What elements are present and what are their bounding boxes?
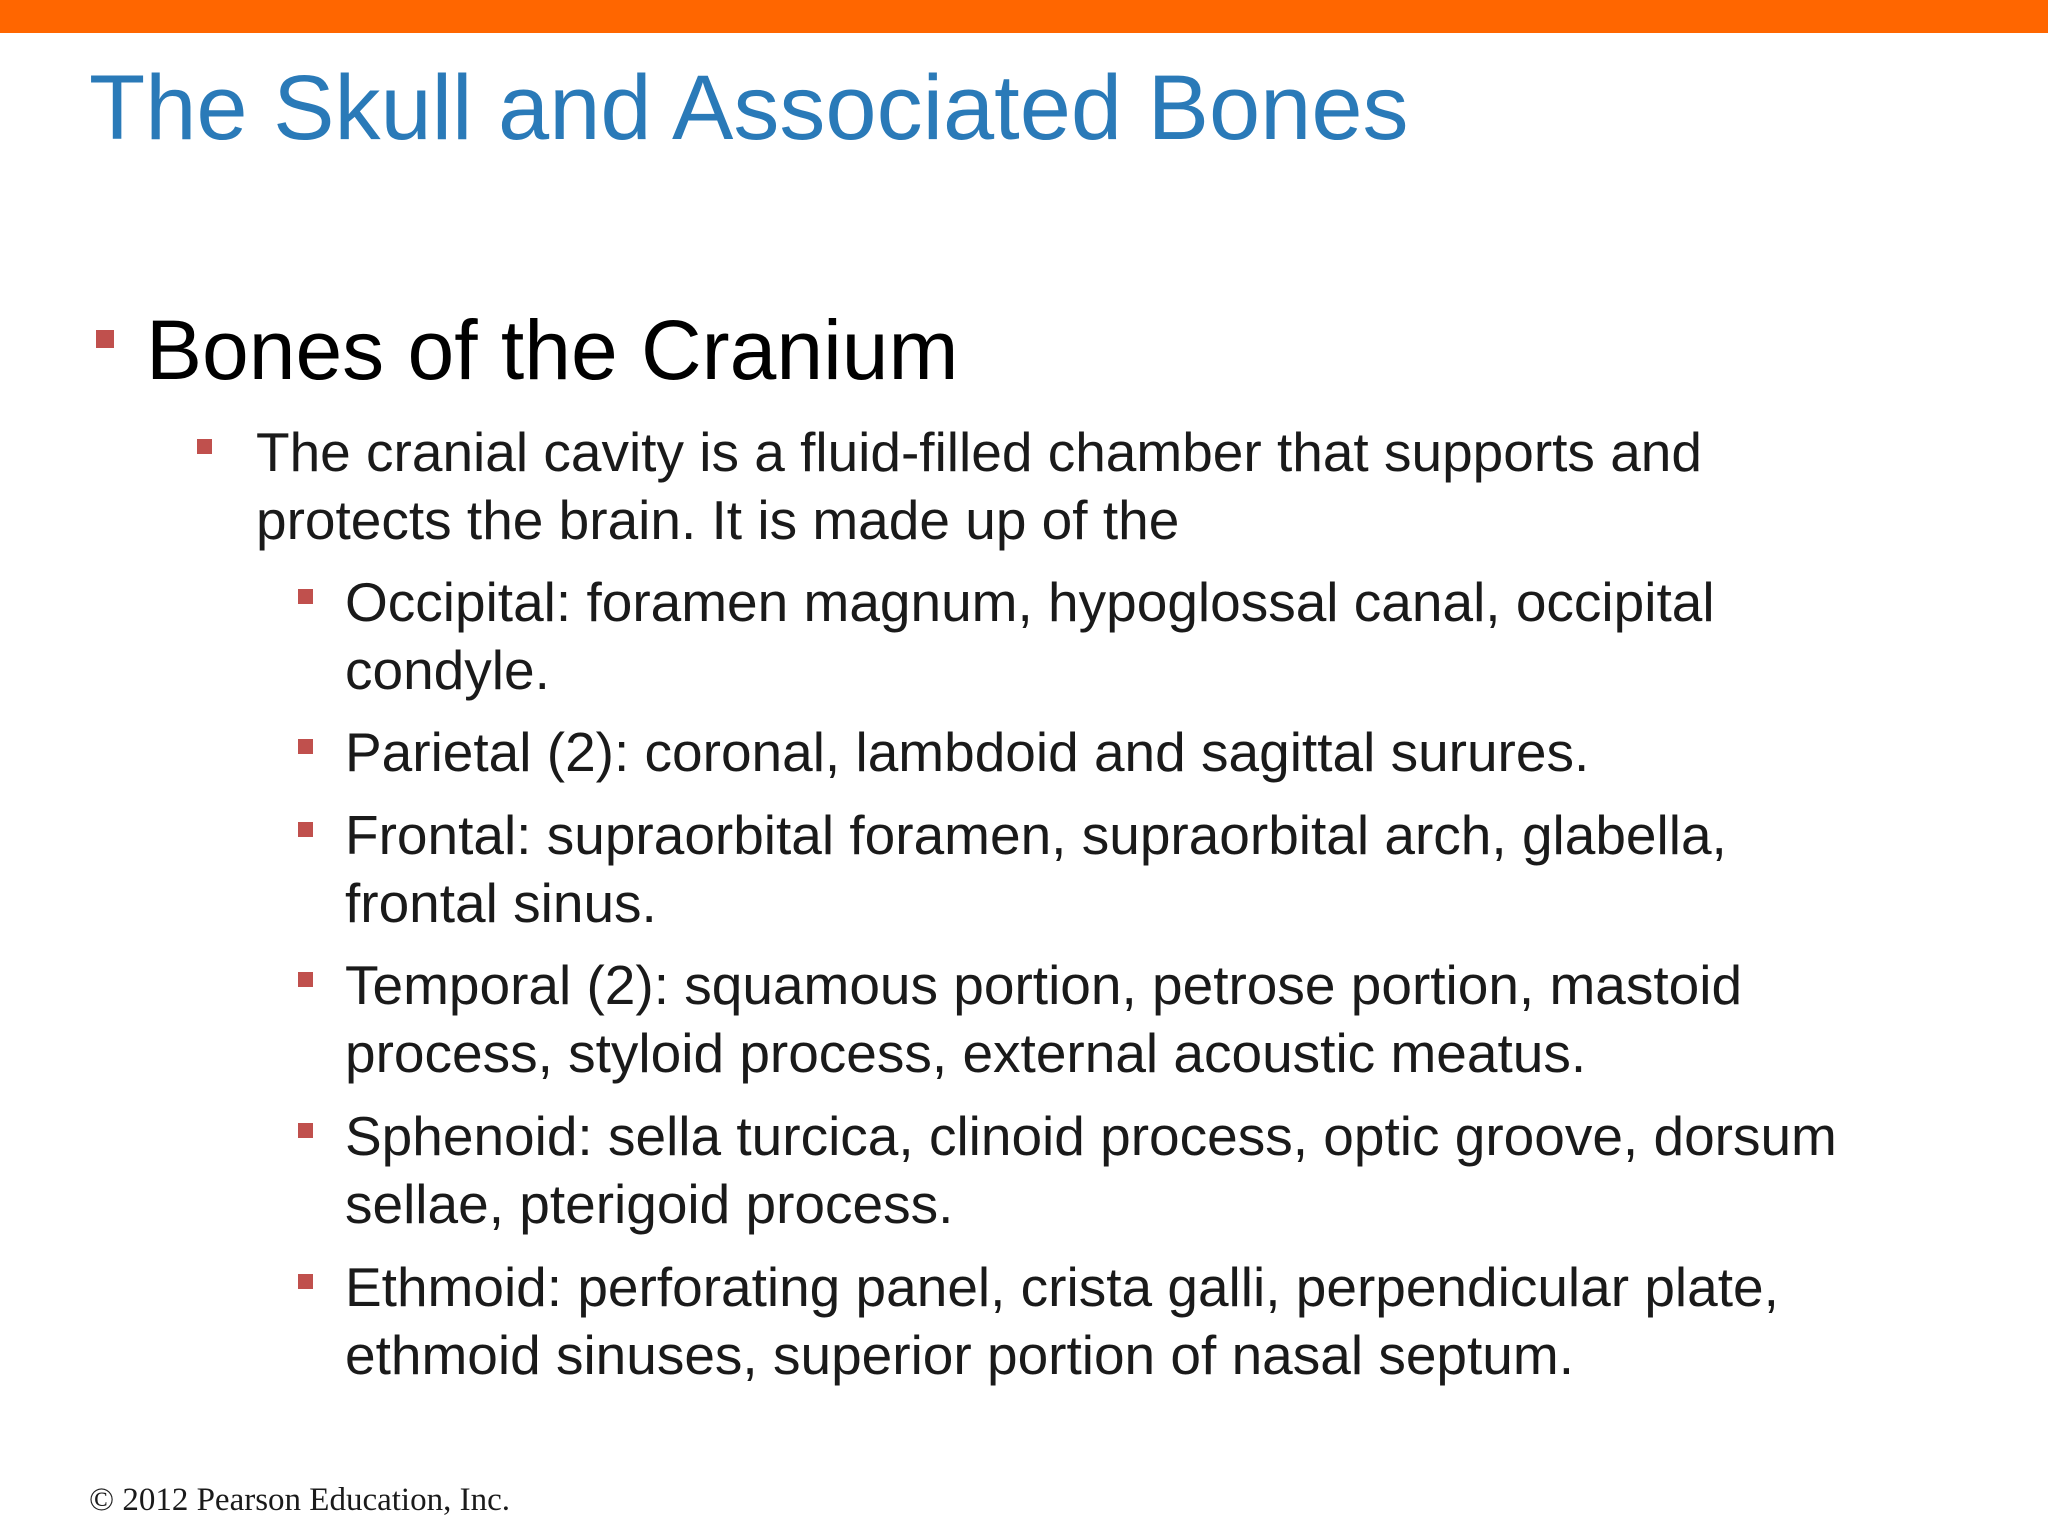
copyright-footer: © 2012 Pearson Education, Inc.	[89, 1482, 510, 1518]
bullet-square-icon	[298, 972, 313, 987]
slide-title: The Skull and Associated Bones	[89, 57, 1409, 159]
section-heading: Bones of the Cranium	[146, 303, 959, 397]
bone-item-parietal: Parietal (2): coronal, lambdoid and sagittal surures.	[345, 721, 1590, 783]
bullet-square-icon	[298, 822, 313, 837]
bullet-square-icon	[96, 330, 114, 348]
bullet-square-icon	[298, 1123, 313, 1138]
bone-item-frontal: Frontal: supraorbital foramen, supraorbital arch, glabella, frontal sinus.	[345, 804, 1727, 934]
bone-item-occipital: Occipital: foramen magnum, hypoglossal canal, occipital condyle.	[345, 571, 1715, 701]
intro-text: The cranial cavity is a fluid-filled chamber that supports and protects the brain. It is made up of the	[256, 421, 1702, 551]
bone-item-temporal: Temporal (2): squamous portion, petrose portion, mastoid process, styloid process, external acoustic meatus.	[345, 954, 1743, 1084]
bone-item-sphenoid: Sphenoid: sella turcica, clinoid process, optic groove, dorsum sellae, pterigoid process.	[345, 1105, 1837, 1235]
bullet-square-icon	[298, 1274, 313, 1289]
bullet-square-icon	[298, 589, 313, 604]
top-accent-bar	[0, 0, 2048, 33]
bone-item-ethmoid: Ethmoid: perforating panel, crista galli, perpendicular plate, ethmoid sinuses, superior portion of nasal septum.	[345, 1256, 1779, 1386]
bullet-square-icon	[298, 739, 313, 754]
bullet-square-icon	[197, 439, 212, 454]
